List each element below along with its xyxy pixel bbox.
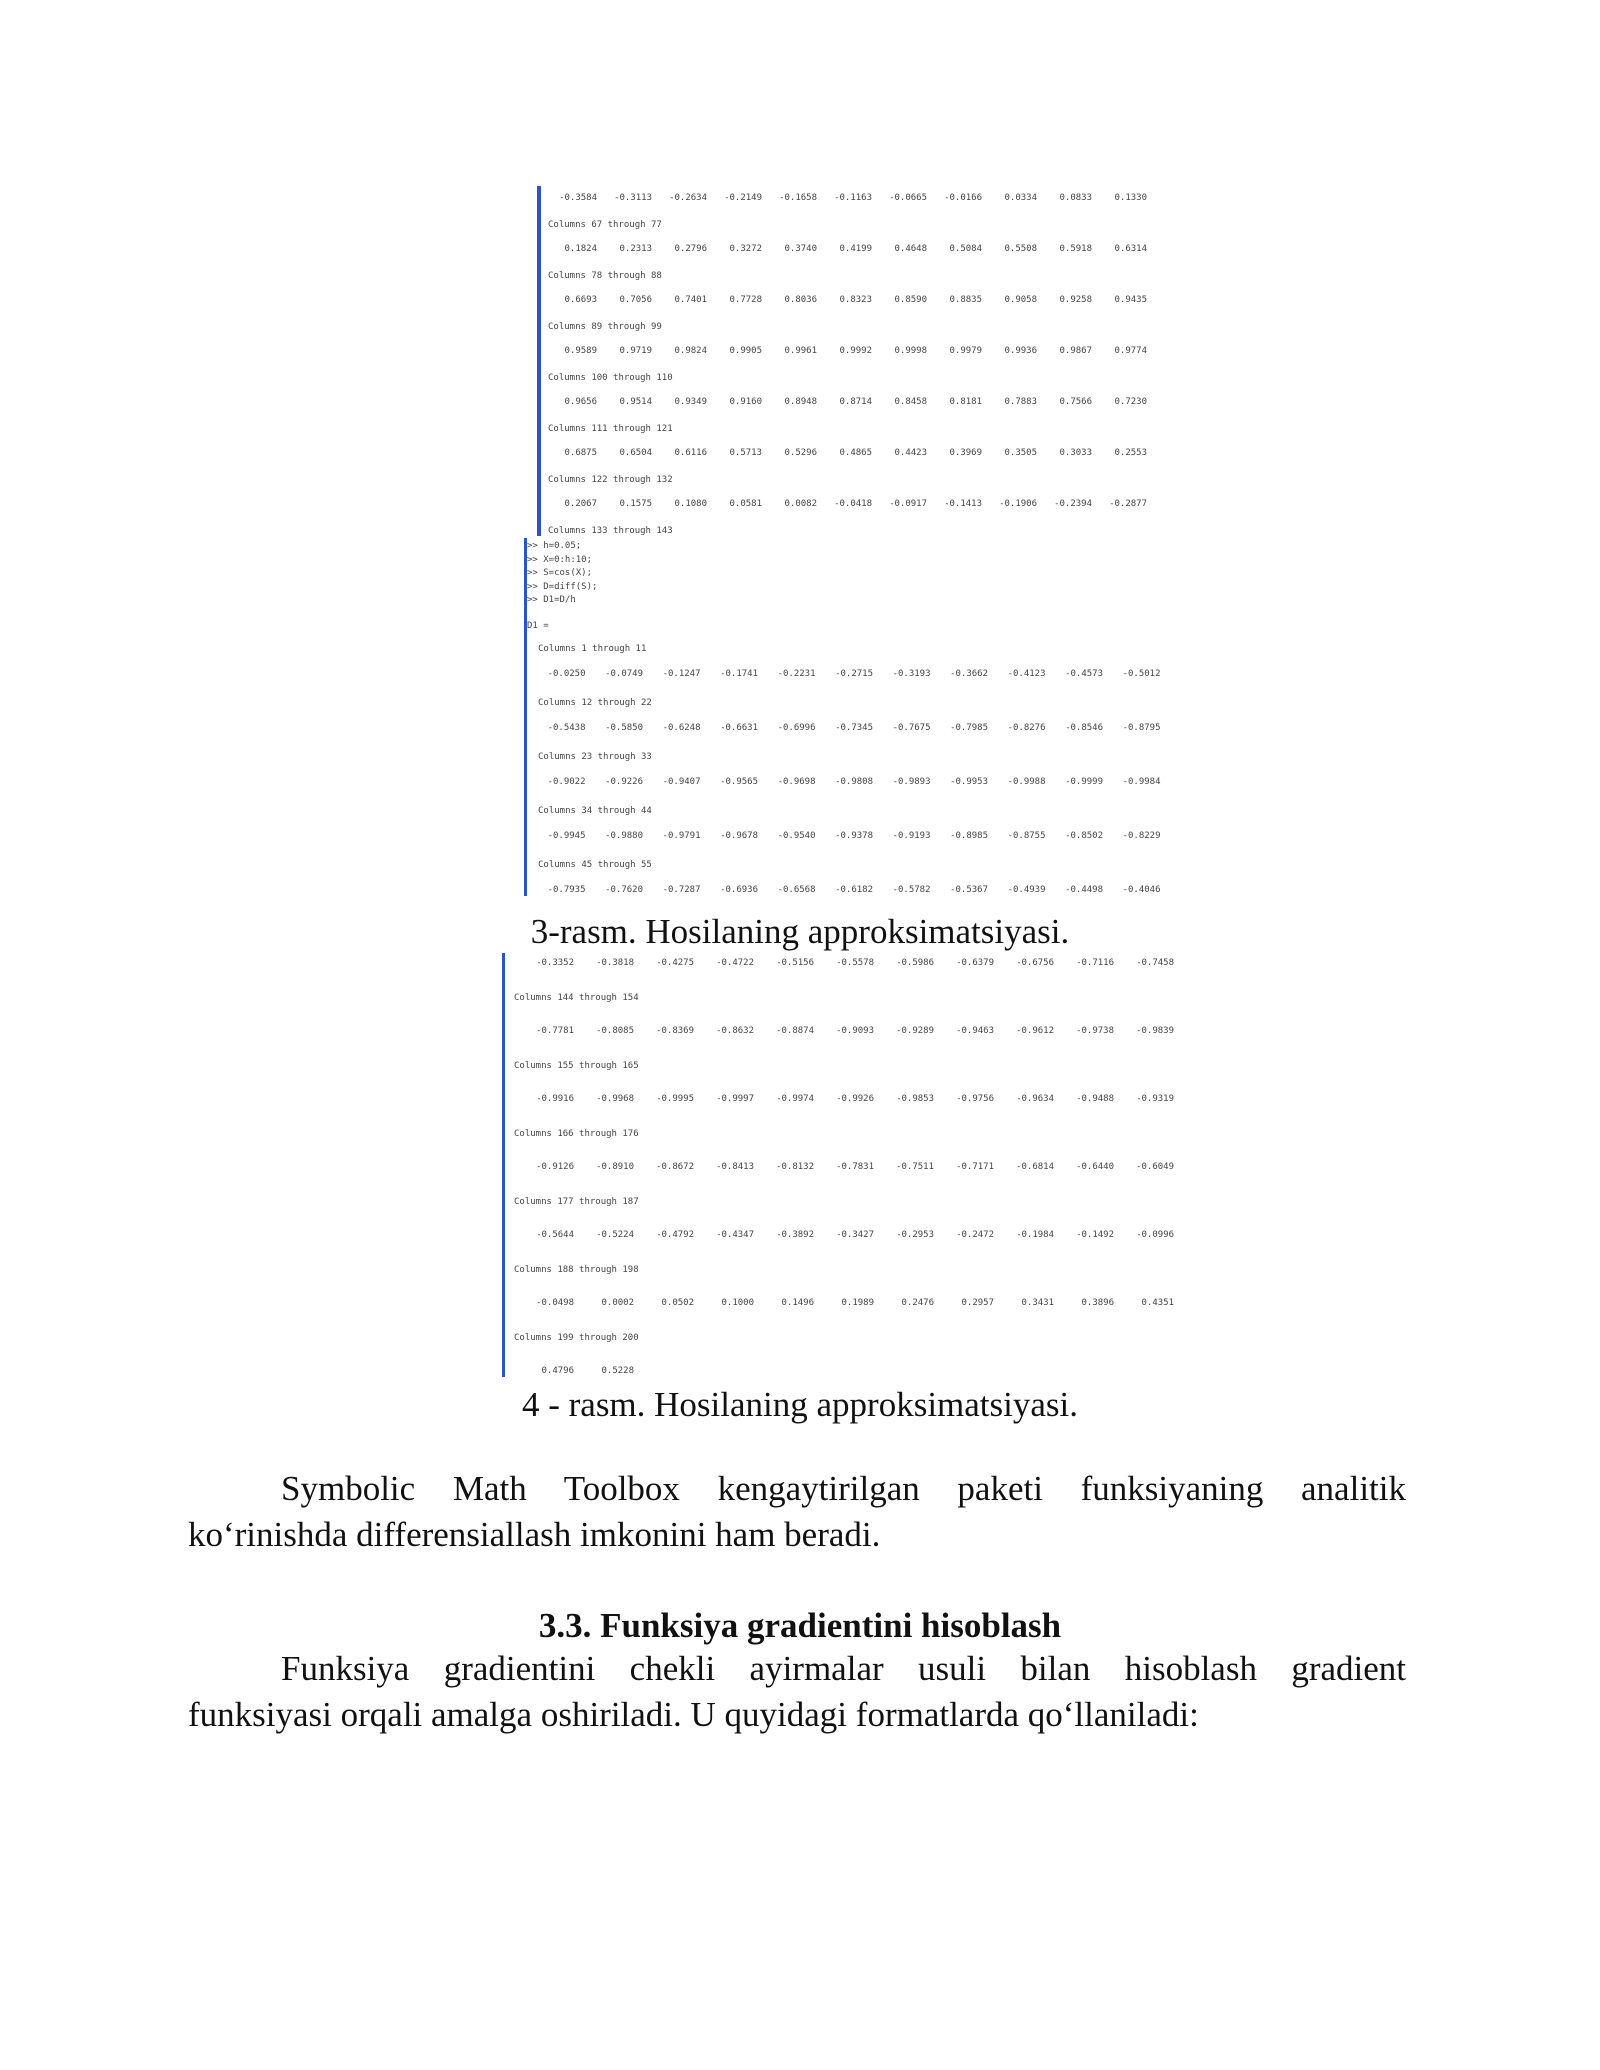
- value-cell: -0.9289: [896, 1026, 934, 1036]
- value-cell: 0.9258: [1059, 295, 1092, 305]
- command-line: >> h=0.05;: [527, 541, 582, 551]
- value-cell: 0.4351: [1141, 1298, 1174, 1308]
- value-cell: -0.1906: [999, 499, 1037, 509]
- value-cell: -0.0250: [547, 669, 586, 679]
- value-row: [542, 245, 1147, 254]
- value-cell: -0.3113: [614, 193, 652, 203]
- value-cell: 0.9589: [564, 346, 597, 356]
- value-cell: 0.8181: [949, 397, 982, 407]
- value-cell: -0.9378: [835, 831, 873, 841]
- value-cell: -0.2634: [669, 193, 707, 203]
- value-cell: -0.6936: [720, 885, 758, 895]
- value-cell: -0.3427: [836, 1230, 874, 1240]
- paragraph-symbolic-math: [188, 1466, 1406, 1558]
- value-cell: 0.6314: [1114, 244, 1147, 254]
- value-cell: 0.6693: [564, 295, 597, 305]
- scroll-marker-fig2: [502, 953, 505, 1377]
- value-cell: 0.3431: [1021, 1298, 1054, 1308]
- value-cell: -0.2231: [777, 669, 816, 679]
- value-cell: -0.9968: [596, 1094, 634, 1104]
- scroll-marker-top: [537, 186, 541, 536]
- columns-label: Columns 177 through 187: [514, 1197, 639, 1207]
- value-cell: -0.9953: [950, 777, 988, 787]
- value-cell: 0.7401: [674, 295, 707, 305]
- value-cell: 0.0002: [601, 1298, 634, 1308]
- value-cell: 0.1575: [619, 499, 652, 509]
- value-cell: -0.9945: [547, 831, 586, 841]
- value-cell: -0.1492: [1076, 1230, 1114, 1240]
- value-cell: -0.8369: [656, 1026, 694, 1036]
- value-cell: 0.2553: [1114, 448, 1147, 458]
- value-cell: 0.1330: [1114, 193, 1147, 203]
- value-cell: 0.8948: [784, 397, 817, 407]
- value-cell: -0.7171: [956, 1162, 994, 1172]
- value-cell: -0.9853: [896, 1094, 934, 1104]
- value-cell: -0.9738: [1076, 1026, 1114, 1036]
- value-cell: 0.5508: [1004, 244, 1037, 254]
- value-cell: -0.8132: [776, 1162, 814, 1172]
- value-cell: -0.4573: [1065, 669, 1103, 679]
- value-cell: -0.9407: [662, 777, 701, 787]
- value-cell: 0.6116: [674, 448, 707, 458]
- value-cell: -0.7781: [536, 1026, 574, 1036]
- value-cell: 0.9719: [619, 346, 652, 356]
- value-cell: 0.4865: [839, 448, 872, 458]
- value-row: [542, 194, 1147, 203]
- value-cell: -0.9791: [662, 831, 701, 841]
- value-cell: -0.6568: [777, 885, 816, 895]
- value-cell: -0.3892: [776, 1230, 814, 1240]
- value-cell: -0.8085: [596, 1026, 634, 1036]
- columns-label: Columns 199 through 200: [514, 1333, 639, 1343]
- value-cell: 0.2313: [619, 244, 652, 254]
- value-cell: 0.9435: [1114, 295, 1147, 305]
- value-cell: -0.1413: [944, 499, 982, 509]
- value-cell: -0.1984: [1016, 1230, 1054, 1240]
- value-cell: -0.8632: [716, 1026, 754, 1036]
- value-cell: -0.4123: [1007, 669, 1046, 679]
- value-cell: 0.8590: [894, 295, 927, 305]
- value-row: [514, 1367, 634, 1376]
- value-cell: -0.4275: [656, 958, 694, 968]
- value-cell: -0.8229: [1122, 831, 1161, 841]
- value-cell: 0.5713: [729, 448, 762, 458]
- value-cell: 0.3272: [729, 244, 762, 254]
- value-cell: -0.0665: [889, 193, 927, 203]
- value-cell: 0.9905: [729, 346, 762, 356]
- columns-label: Columns 78 through 88: [548, 271, 662, 281]
- columns-label: Columns 67 through 77: [548, 220, 662, 230]
- value-cell: -0.7831: [836, 1162, 874, 1172]
- value-row: [528, 832, 1161, 841]
- paragraph-line: Funksiya gradientini chekli ayirmalar usuli bilan hisoblash gradient: [281, 1649, 1406, 1688]
- value-cell: 0.1989: [841, 1298, 874, 1308]
- value-cell: -0.9634: [1016, 1094, 1054, 1104]
- command-line: >> S=cos(X);: [527, 568, 593, 578]
- value-cell: -0.6814: [1016, 1162, 1054, 1172]
- value-cell: -0.8672: [656, 1162, 694, 1172]
- columns-label: Columns 100 through 110: [548, 373, 673, 383]
- value-cell: -0.0498: [536, 1298, 574, 1308]
- value-cell: -0.9698: [777, 777, 816, 787]
- value-cell: 0.3896: [1081, 1298, 1114, 1308]
- value-cell: 0.4423: [894, 448, 927, 458]
- value-cell: -0.4722: [716, 958, 754, 968]
- value-cell: -0.9999: [1065, 777, 1103, 787]
- value-row: [514, 959, 1174, 968]
- value-cell: -0.9319: [1136, 1094, 1174, 1104]
- value-cell: -0.9984: [1122, 777, 1161, 787]
- output-block-c: [514, 959, 1174, 1377]
- value-cell: -0.9022: [547, 777, 586, 787]
- value-row: [514, 1163, 1174, 1172]
- value-cell: -0.0749: [605, 669, 643, 679]
- value-cell: -0.8546: [1065, 723, 1103, 733]
- value-cell: 0.6504: [619, 448, 652, 458]
- matlab-output-screenshot-1: [522, 186, 1172, 906]
- value-cell: -0.9678: [720, 831, 758, 841]
- value-cell: 0.3969: [949, 448, 982, 458]
- value-cell: 0.9867: [1059, 346, 1092, 356]
- columns-label: Columns 144 through 154: [514, 993, 639, 1003]
- value-cell: 0.9992: [839, 346, 872, 356]
- value-cell: -0.8795: [1122, 723, 1161, 733]
- value-cell: -0.3818: [596, 958, 634, 968]
- output-block-a: [542, 186, 1182, 536]
- value-row: [542, 296, 1147, 305]
- value-cell: 0.8036: [784, 295, 817, 305]
- value-cell: -0.6182: [835, 885, 873, 895]
- value-cell: -0.7345: [835, 723, 873, 733]
- value-cell: 0.7883: [1004, 397, 1037, 407]
- value-cell: 0.0334: [1004, 193, 1037, 203]
- value-cell: 0.9998: [894, 346, 927, 356]
- value-cell: 0.2796: [674, 244, 707, 254]
- value-cell: -0.7458: [1136, 958, 1174, 968]
- value-cell: 0.9774: [1114, 346, 1147, 356]
- value-cell: 0.5228: [601, 1366, 634, 1376]
- value-cell: -0.8276: [1007, 723, 1046, 733]
- result-variable-label: D1 =: [527, 620, 549, 631]
- value-cell: -0.4792: [656, 1230, 694, 1240]
- value-cell: 0.5084: [949, 244, 982, 254]
- paragraph-gradient: [188, 1646, 1406, 1738]
- value-row: [528, 886, 1161, 895]
- value-cell: -0.9540: [777, 831, 816, 841]
- value-row: [542, 500, 1147, 509]
- value-cell: 0.6875: [564, 448, 597, 458]
- value-cell: -0.5012: [1122, 669, 1161, 679]
- value-cell: 0.0502: [661, 1298, 694, 1308]
- value-cell: -0.5782: [892, 885, 931, 895]
- value-cell: -0.0996: [1136, 1230, 1174, 1240]
- command-history: [527, 540, 827, 633]
- value-cell: 0.9979: [949, 346, 982, 356]
- value-cell: -0.7675: [892, 723, 931, 733]
- value-cell: 0.2476: [901, 1298, 934, 1308]
- value-cell: -0.3352: [536, 958, 574, 968]
- value-cell: -0.9880: [605, 831, 643, 841]
- value-cell: -0.7287: [662, 885, 701, 895]
- paragraph-line: ko‘rinishda differensiallash imkonini ham beradi.: [188, 1515, 881, 1554]
- value-row: [528, 670, 1161, 679]
- value-cell: -0.5438: [547, 723, 586, 733]
- value-cell: -0.1658: [779, 193, 817, 203]
- value-row: [528, 724, 1161, 733]
- value-cell: 0.4796: [541, 1366, 574, 1376]
- value-cell: -0.2472: [956, 1230, 994, 1240]
- value-cell: 0.9656: [564, 397, 597, 407]
- value-cell: -0.1741: [720, 669, 758, 679]
- value-cell: -0.5986: [896, 958, 934, 968]
- value-cell: 0.2067: [564, 499, 597, 509]
- value-cell: -0.9193: [892, 831, 931, 841]
- value-cell: 0.1080: [674, 499, 707, 509]
- value-cell: -0.9463: [956, 1026, 994, 1036]
- value-cell: 0.1496: [781, 1298, 814, 1308]
- value-cell: 0.7566: [1059, 397, 1092, 407]
- value-cell: 0.1000: [721, 1298, 754, 1308]
- output-block-b: [528, 644, 1178, 904]
- value-cell: -0.3584: [559, 193, 597, 203]
- value-cell: -0.2953: [896, 1230, 934, 1240]
- value-cell: -0.9126: [536, 1162, 574, 1172]
- columns-label: Columns 1 through 11: [538, 644, 647, 654]
- value-row: [528, 778, 1161, 787]
- value-cell: -0.2877: [1109, 499, 1147, 509]
- value-cell: -0.3193: [892, 669, 931, 679]
- value-cell: -0.6440: [1076, 1162, 1114, 1172]
- value-cell: 0.8458: [894, 397, 927, 407]
- value-cell: 0.2957: [961, 1298, 994, 1308]
- value-cell: -0.9974: [776, 1094, 814, 1104]
- value-cell: -0.9093: [836, 1026, 874, 1036]
- value-cell: -0.2394: [1054, 499, 1092, 509]
- columns-label: Columns 12 through 22: [538, 698, 652, 708]
- value-cell: -0.6631: [720, 723, 758, 733]
- value-cell: 0.4199: [839, 244, 872, 254]
- value-cell: -0.9226: [605, 777, 643, 787]
- value-cell: -0.9995: [656, 1094, 694, 1104]
- value-cell: 0.7056: [619, 295, 652, 305]
- value-cell: -0.9612: [1016, 1026, 1054, 1036]
- value-cell: -0.5367: [950, 885, 988, 895]
- value-cell: -0.5578: [836, 958, 874, 968]
- value-cell: -0.9565: [720, 777, 758, 787]
- value-cell: 0.9349: [674, 397, 707, 407]
- value-cell: 0.3505: [1004, 448, 1037, 458]
- columns-label: Columns 23 through 33: [538, 752, 652, 762]
- value-cell: -0.9839: [1136, 1026, 1174, 1036]
- value-row: [542, 398, 1147, 407]
- value-row: [514, 1027, 1174, 1036]
- columns-label: Columns 133 through 143: [548, 526, 673, 536]
- value-cell: -0.8413: [716, 1162, 754, 1172]
- value-cell: -0.7511: [896, 1162, 934, 1172]
- matlab-output-screenshot-2: [502, 953, 1174, 1377]
- value-cell: -0.8755: [1007, 831, 1046, 841]
- value-cell: -0.6049: [1136, 1162, 1174, 1172]
- value-cell: -0.6996: [777, 723, 816, 733]
- value-cell: 0.5296: [784, 448, 817, 458]
- columns-label: Columns 155 through 165: [514, 1061, 639, 1071]
- value-cell: -0.2715: [835, 669, 873, 679]
- value-cell: -0.9926: [836, 1094, 874, 1104]
- command-line: >> D1=D/h: [527, 595, 576, 605]
- value-cell: -0.9997: [716, 1094, 754, 1104]
- columns-label: Columns 122 through 132: [548, 475, 673, 485]
- value-row: [542, 449, 1147, 458]
- value-cell: -0.9808: [835, 777, 873, 787]
- value-cell: -0.6756: [1016, 958, 1054, 968]
- value-cell: 0.9160: [729, 397, 762, 407]
- value-cell: -0.5224: [596, 1230, 634, 1240]
- value-cell: 0.9058: [1004, 295, 1037, 305]
- value-cell: -0.3662: [950, 669, 988, 679]
- value-cell: 0.9961: [784, 346, 817, 356]
- value-row: [514, 1299, 1174, 1308]
- value-cell: 0.3033: [1059, 448, 1092, 458]
- command-line: >> X=0:h:10;: [527, 554, 593, 565]
- value-cell: -0.6248: [662, 723, 701, 733]
- value-cell: -0.7620: [605, 885, 643, 895]
- value-cell: 0.8323: [839, 295, 872, 305]
- value-cell: -0.4347: [716, 1230, 754, 1240]
- value-cell: -0.7985: [950, 723, 988, 733]
- command-line: >> D=diff(S);: [527, 581, 598, 592]
- value-cell: 0.7728: [729, 295, 762, 305]
- value-cell: 0.4648: [894, 244, 927, 254]
- value-cell: -0.7935: [547, 885, 586, 895]
- value-cell: -0.4498: [1065, 885, 1103, 895]
- figure-3-caption: 3-rasm. Hosilaning approksimatsiyasi.: [530, 912, 1070, 951]
- columns-label: Columns 111 through 121: [548, 424, 673, 434]
- value-cell: -0.9916: [536, 1094, 574, 1104]
- columns-label: Columns 34 through 44: [538, 806, 652, 816]
- value-cell: -0.8502: [1065, 831, 1103, 841]
- value-cell: -0.1247: [662, 669, 701, 679]
- value-cell: -0.8874: [776, 1026, 814, 1036]
- columns-label: Columns 166 through 176: [514, 1129, 639, 1139]
- value-cell: -0.9756: [956, 1094, 994, 1104]
- value-cell: -0.5644: [536, 1230, 574, 1240]
- value-cell: -0.6379: [956, 958, 994, 968]
- value-cell: 0.3740: [784, 244, 817, 254]
- paragraph-line: funksiyasi orqali amalga oshiriladi. U quyidagi formatlarda qo‘llaniladi:: [188, 1695, 1199, 1734]
- columns-label: Columns 89 through 99: [548, 322, 662, 332]
- value-cell: -0.9488: [1076, 1094, 1114, 1104]
- value-cell: 0.8835: [949, 295, 982, 305]
- value-cell: -0.9893: [892, 777, 931, 787]
- value-cell: -0.2149: [724, 193, 762, 203]
- value-cell: -0.0418: [834, 499, 872, 509]
- value-cell: 0.0581: [729, 499, 762, 509]
- value-cell: -0.4046: [1122, 885, 1161, 895]
- paragraph-line: Symbolic Math Toolbox kengaytirilgan paketi funksiyaning analitik: [281, 1469, 1406, 1508]
- value-row: [514, 1095, 1174, 1104]
- value-cell: 0.0833: [1059, 193, 1092, 203]
- value-cell: -0.0917: [889, 499, 927, 509]
- value-cell: -0.4939: [1007, 885, 1046, 895]
- value-cell: -0.5850: [605, 723, 643, 733]
- value-cell: -0.1163: [834, 193, 872, 203]
- value-cell: 0.8714: [839, 397, 872, 407]
- value-cell: -0.9988: [1007, 777, 1046, 787]
- value-cell: 0.5918: [1059, 244, 1092, 254]
- value-cell: -0.5156: [776, 958, 814, 968]
- columns-label: Columns 45 through 55: [538, 860, 652, 870]
- value-cell: 0.7230: [1114, 397, 1147, 407]
- value-cell: 0.9824: [674, 346, 707, 356]
- section-heading: 3.3. Funksiya gradientini hisoblash: [538, 1606, 1062, 1645]
- value-cell: -0.8985: [950, 831, 988, 841]
- value-cell: 0.1824: [564, 244, 597, 254]
- value-cell: 0.9514: [619, 397, 652, 407]
- columns-label: Columns 188 through 198: [514, 1265, 639, 1275]
- value-cell: 0.9936: [1004, 346, 1037, 356]
- value-cell: -0.8910: [596, 1162, 634, 1172]
- figure-4-caption: 4 - rasm. Hosilaning approksimatsiyasi.: [521, 1385, 1079, 1424]
- value-cell: -0.7116: [1076, 958, 1114, 968]
- value-cell: 0.0082: [784, 499, 817, 509]
- value-row: [514, 1231, 1174, 1240]
- value-row: [542, 347, 1147, 356]
- value-cell: -0.0166: [944, 193, 982, 203]
